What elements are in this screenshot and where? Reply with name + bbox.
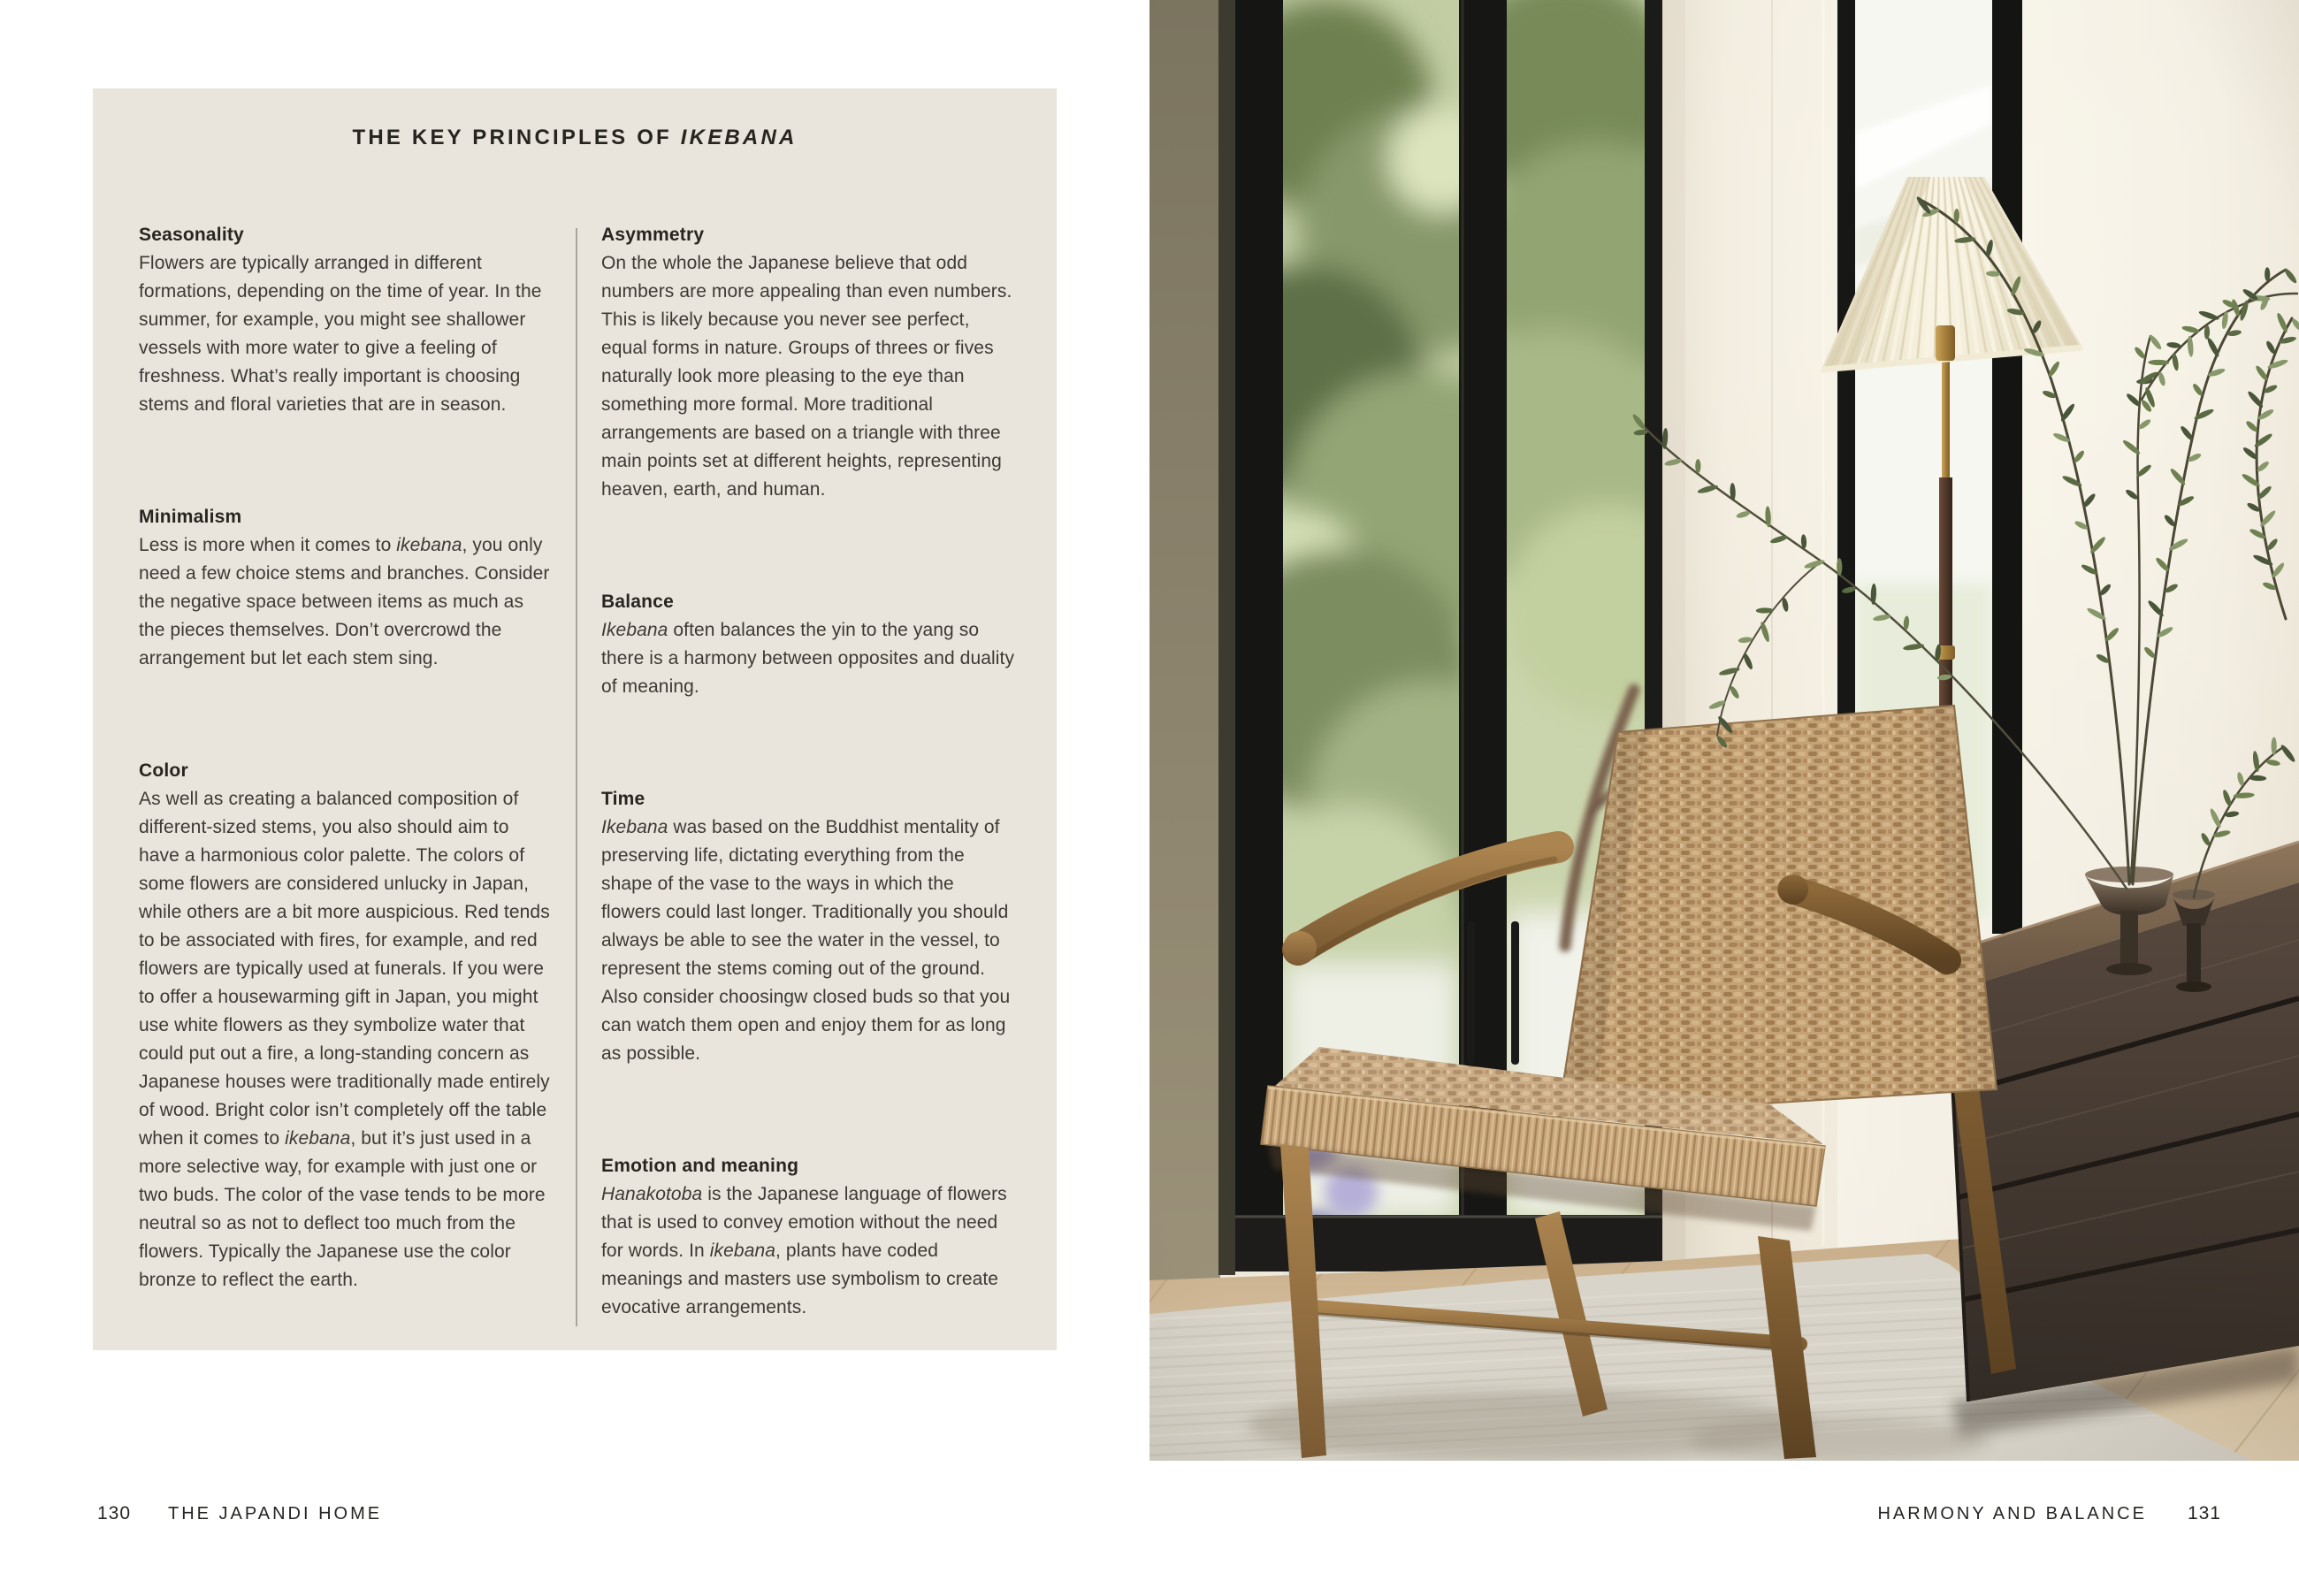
principle-section [139, 757, 553, 1294]
principle-section [139, 503, 553, 673]
column-right [601, 221, 1017, 1406]
principle-heading: Emotion and meaning [601, 1156, 799, 1176]
left-page-number: 130 [97, 1503, 132, 1523]
principle-heading: Minimalism [139, 507, 242, 527]
principle-body: As well as creating a balanced composition of different-sized stems, you also should aim to have a harmonious color palette. The colors of some flowers are considered unlucky in Japan, while others are a bit more auspicious. Red tends to be associated with fires, for example, and red flowers are typically used at funerals. If you were to offer a housewarming gift in Japan, you might use white flowers as they symbolize water that could put out a fire, a long-standing concern as Japanese houses were traditionally made entirely of wood. Bright color isn’t completely off the table when it comes to ikebana, but it’s just used in a more selective way, for example with just one or two buds. The color of the vase tends to be more neutral so as not to deflect too much from the flowers. Typically the Japanese use the color bronze to reflect the earth. [139, 789, 550, 1290]
column-divider [576, 228, 577, 1326]
principle-heading: Asymmetry [601, 225, 705, 245]
principle-body: On the whole the Japanese believe that odd numbers are more appealing than even numbers. This is likely because you never see perfect, equal forms in nature. Groups of threes or fives naturally look more pleasing to the eye than something more formal. More traditional arrangements are based on a triangle with three main points set at different heights, representing heaven, earth, and human. [601, 253, 1012, 500]
book-title-running-head: THE JAPANDI HOME [168, 1504, 383, 1523]
right-page-footer [1877, 1503, 2221, 1526]
photo-vignette [1150, 0, 2299, 1461]
interior-photograph [1150, 0, 2299, 1461]
principle-body: Flowers are typically arranged in different formations, depending on the time of year. In the summer, for example, you might see shallower vessels with more water to give a feeling of freshness. What’s really important is choosing stems and floral varieties that are in season. [139, 253, 542, 415]
principle-body: Less is more when it comes to ikebana, you only need a few choice stems and branches. Consider the negative space between items as much as the pieces themselves. Don’t overcrowd the arrangement but let each stem sing. [139, 535, 550, 668]
principle-heading: Balance [601, 592, 674, 612]
principle-heading: Color [139, 760, 188, 781]
principle-heading: Seasonality [139, 225, 244, 245]
principle-body: Hanakotoba is the Japanese language of flowers that is used to convey emotion without the need for words. In ikebana, plants have coded meanings and masters use symbolism to create evocative arrangements. [601, 1184, 1007, 1317]
principle-section [601, 588, 1017, 701]
principles-panel [93, 88, 1057, 1350]
right-page-number: 131 [2187, 1503, 2221, 1523]
chapter-running-head: HARMONY AND BALANCE [1877, 1504, 2147, 1523]
column-left [139, 221, 553, 1378]
principle-body: Ikebana was based on the Buddhist mentality of preserving life, dictating everything from the shape of the vase to the ways in which the flowers could last longer. Traditionally you should always be able to see the water in the vessel, to represent the stems coming out of the ground. Also consider choosingw closed buds so that you can watch them open and enjoy them for as long as possible. [601, 817, 1011, 1064]
principle-section [601, 221, 1017, 504]
panel-title: THE KEY PRINCIPLES OF IKEBANA [352, 126, 798, 149]
principle-section [139, 221, 553, 419]
principle-heading: Time [601, 789, 645, 809]
principle-body: Ikebana often balances the yin to the yang so there is a harmony between opposites and duality of meaning. [601, 620, 1015, 697]
principle-section [601, 785, 1017, 1068]
principle-section [601, 1152, 1017, 1322]
photo-illustration [1150, 0, 2299, 1461]
